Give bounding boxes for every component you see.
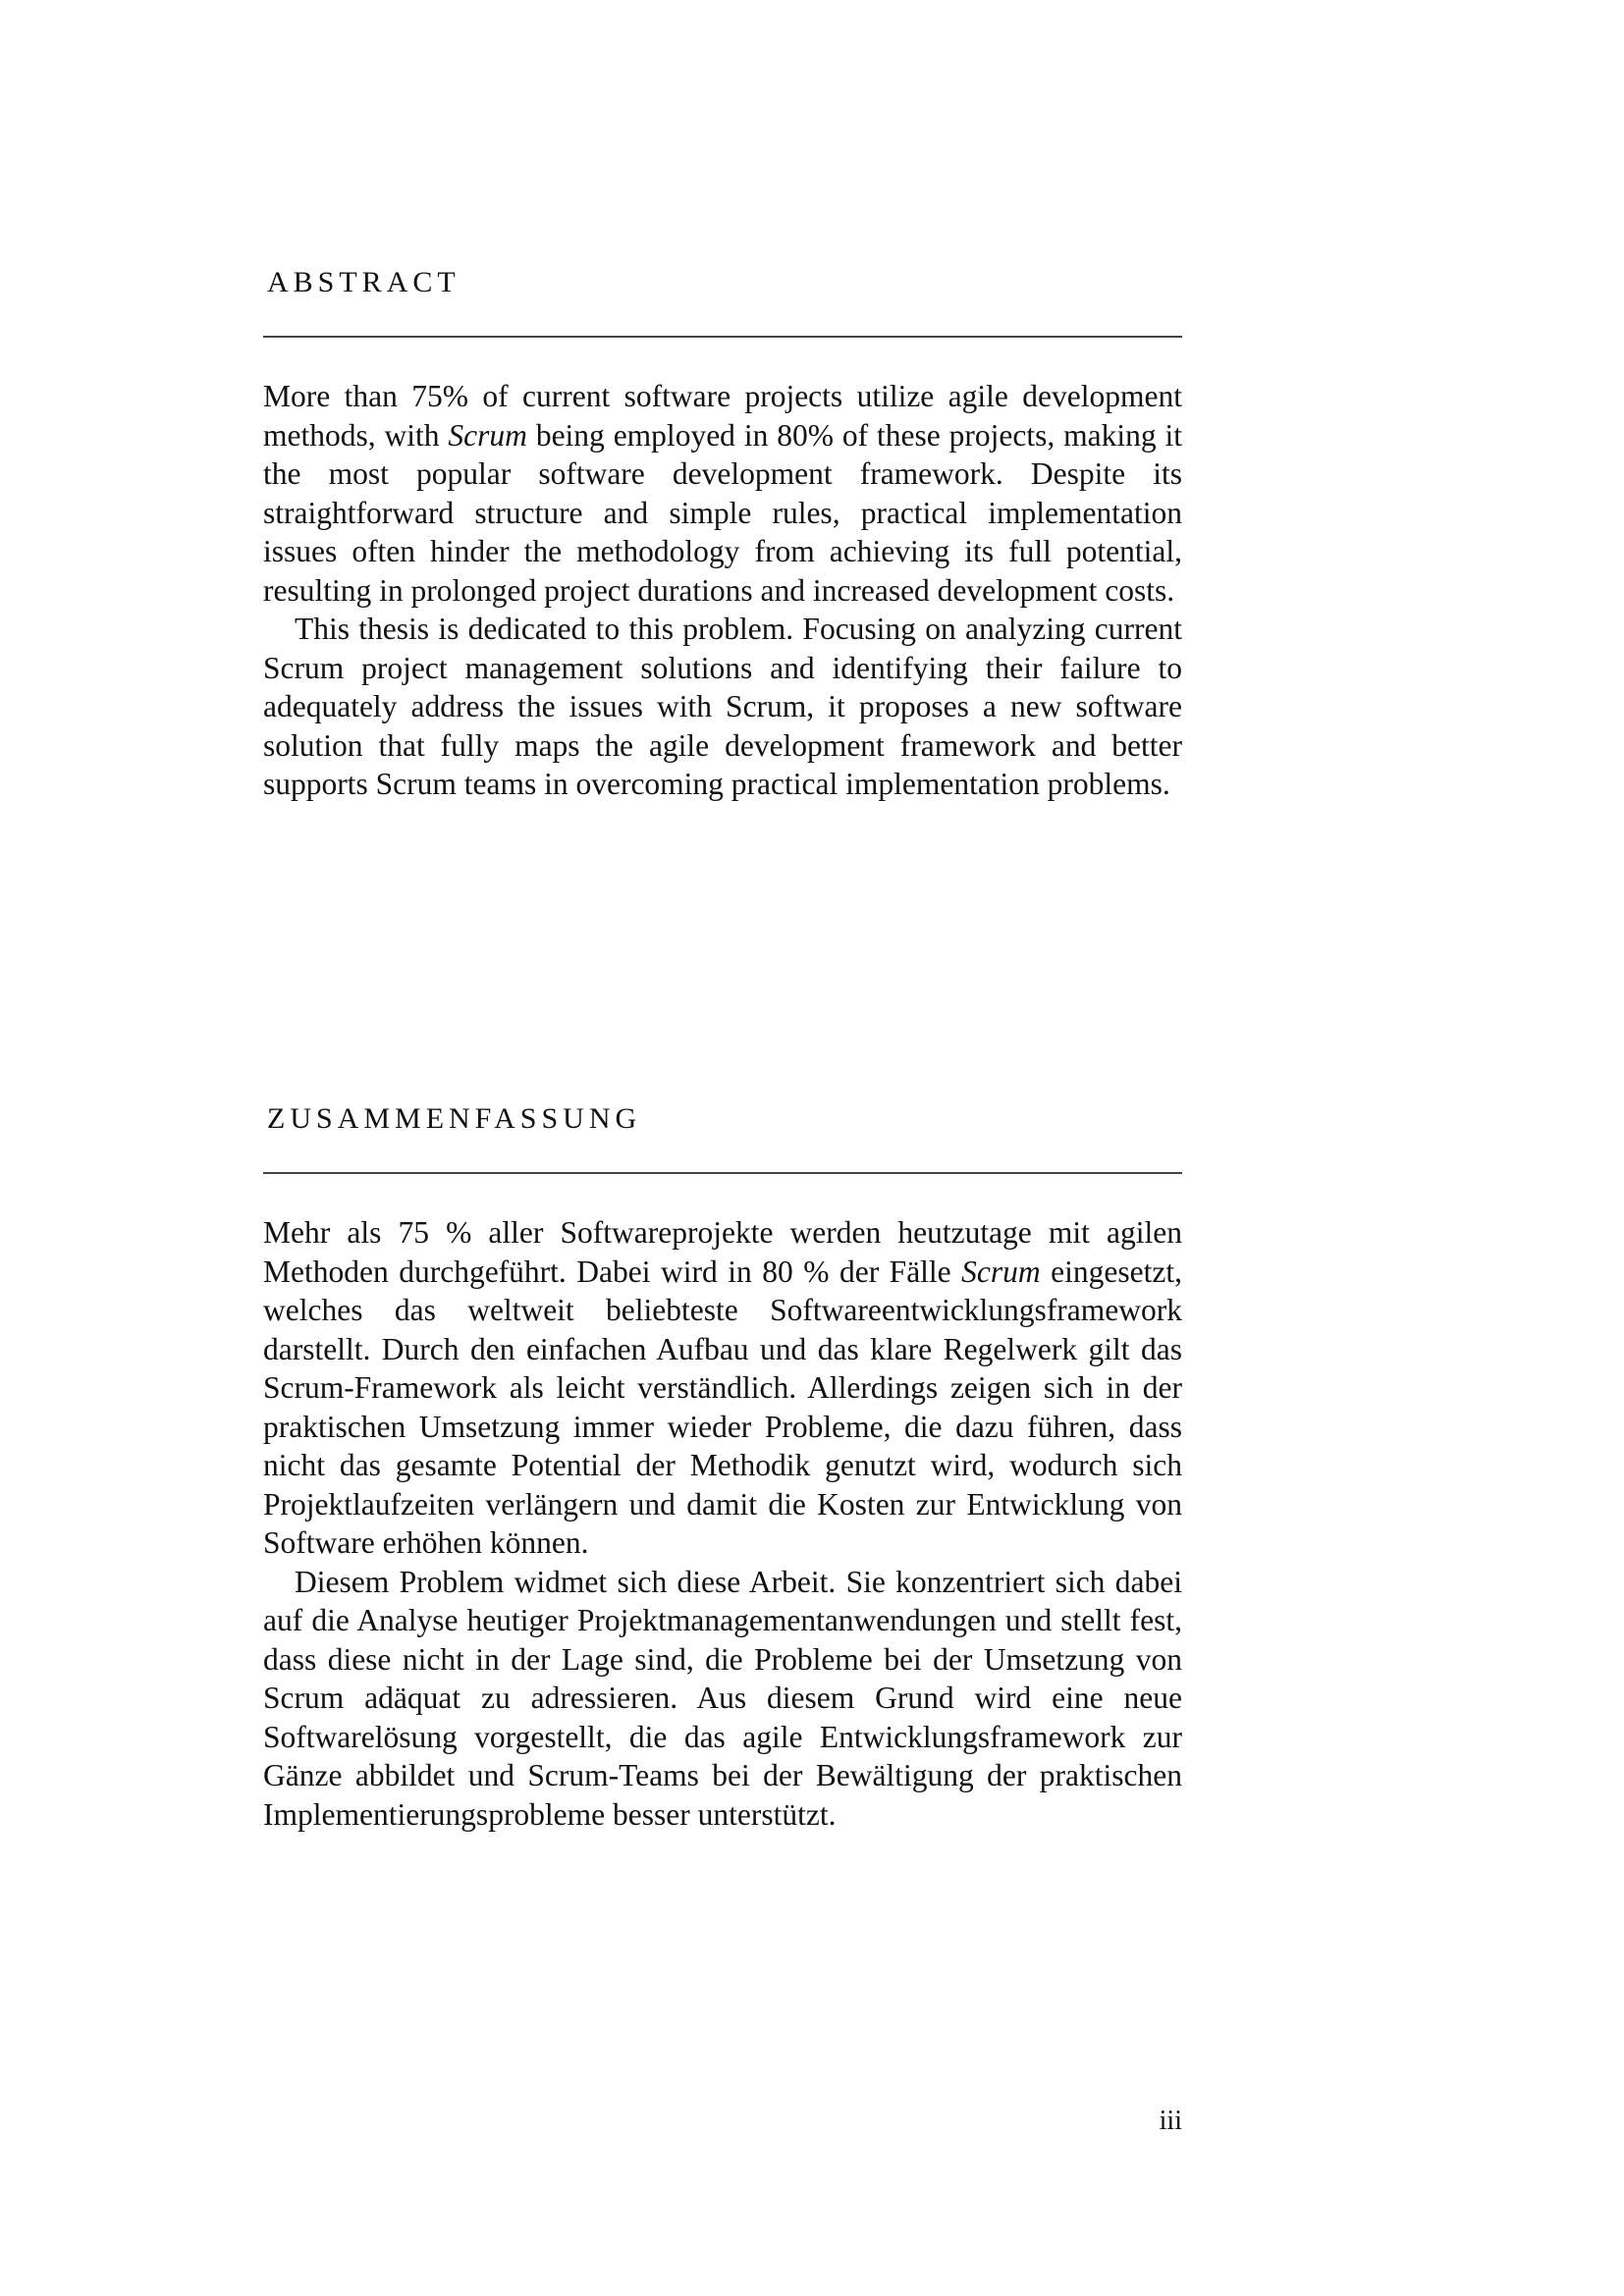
zusammenfassung-p1-text-b: eingesetzt, welches das weltweit beliebteste Softwareentwicklungsframework darstellt. Durch den einfachen Aufbau und das klare Regelwerk gilt das Scrum-Framework als leicht verständlich. Allerdings zeigen sich in der praktischen Umsetzung immer wieder Probleme, die dazu führen, dass nicht das gesamte Potential der Methodik genutzt wird, wodurch sich Projektlaufzeiten verlängern und damit die Kosten zur Entwicklung von Software erhöhen können.	[263, 1254, 1182, 1560]
abstract-body	[263, 377, 1182, 804]
zusammenfassung-section	[263, 1101, 1182, 1867]
abstract-section	[263, 265, 1182, 893]
zusammenfassung-heading: ZUSAMMENFASSUNG	[267, 1102, 642, 1135]
abstract-p1-italic: Scrum	[448, 417, 527, 453]
abstract-rule	[263, 336, 1182, 338]
abstract-p1-text-b: being employed in 80% of these projects, making it the most popular software development framework. Despite its straightforward structure and simple rules, practical implementation issues often hinder the methodology from achieving its full potential, resulting in prolonged project durations and increased development costs.	[263, 417, 1182, 608]
abstract-heading: ABSTRACT	[267, 266, 460, 298]
zusammenfassung-paragraph-2: Diesem Problem widmet sich diese Arbeit. Sie konzentriert sich dabei auf die Analyse heutiger Projektmanagementanwendungen und stellt fest, dass diese nicht in der Lage sind, die Probleme bei der Umsetzung von Scrum adäquat zu adressieren. Aus diesem Grund wird eine neue Softwarelösung vorgestellt, die das agile Entwicklungsframework zur Gänze abbildet und Scrum-Teams bei der Bewältigung der praktischen Implementierungsprobleme besser unterstützt.	[263, 1564, 1182, 1832]
zusammenfassung-body	[263, 1213, 1182, 1834]
abstract-p1-text-a: More than 75% of current software projects utilize agile development methods, with	[263, 379, 1182, 453]
zusammenfassung-p1-italic: Scrum	[961, 1254, 1041, 1289]
zusammenfassung-rule	[263, 1172, 1182, 1174]
abstract-paragraph-1	[263, 377, 1182, 610]
page-number: iii	[1159, 2106, 1182, 2136]
zusammenfassung-p1-text-a: Mehr als 75 % aller Softwareprojekte werden heutzutage mit agilen Methoden durchgeführt. Dabei wird in 80 % der Fälle	[263, 1215, 1182, 1289]
zusammenfassung-paragraph-1	[263, 1213, 1182, 1563]
abstract-paragraph-2: This thesis is dedicated to this problem. Focusing on analyzing current Scrum project management solutions and identifying their failure to adequately address the issues with Scrum, it proposes a new software solution that fully maps the agile development framework and better supports Scrum teams in overcoming practical implementation problems.	[263, 612, 1182, 801]
